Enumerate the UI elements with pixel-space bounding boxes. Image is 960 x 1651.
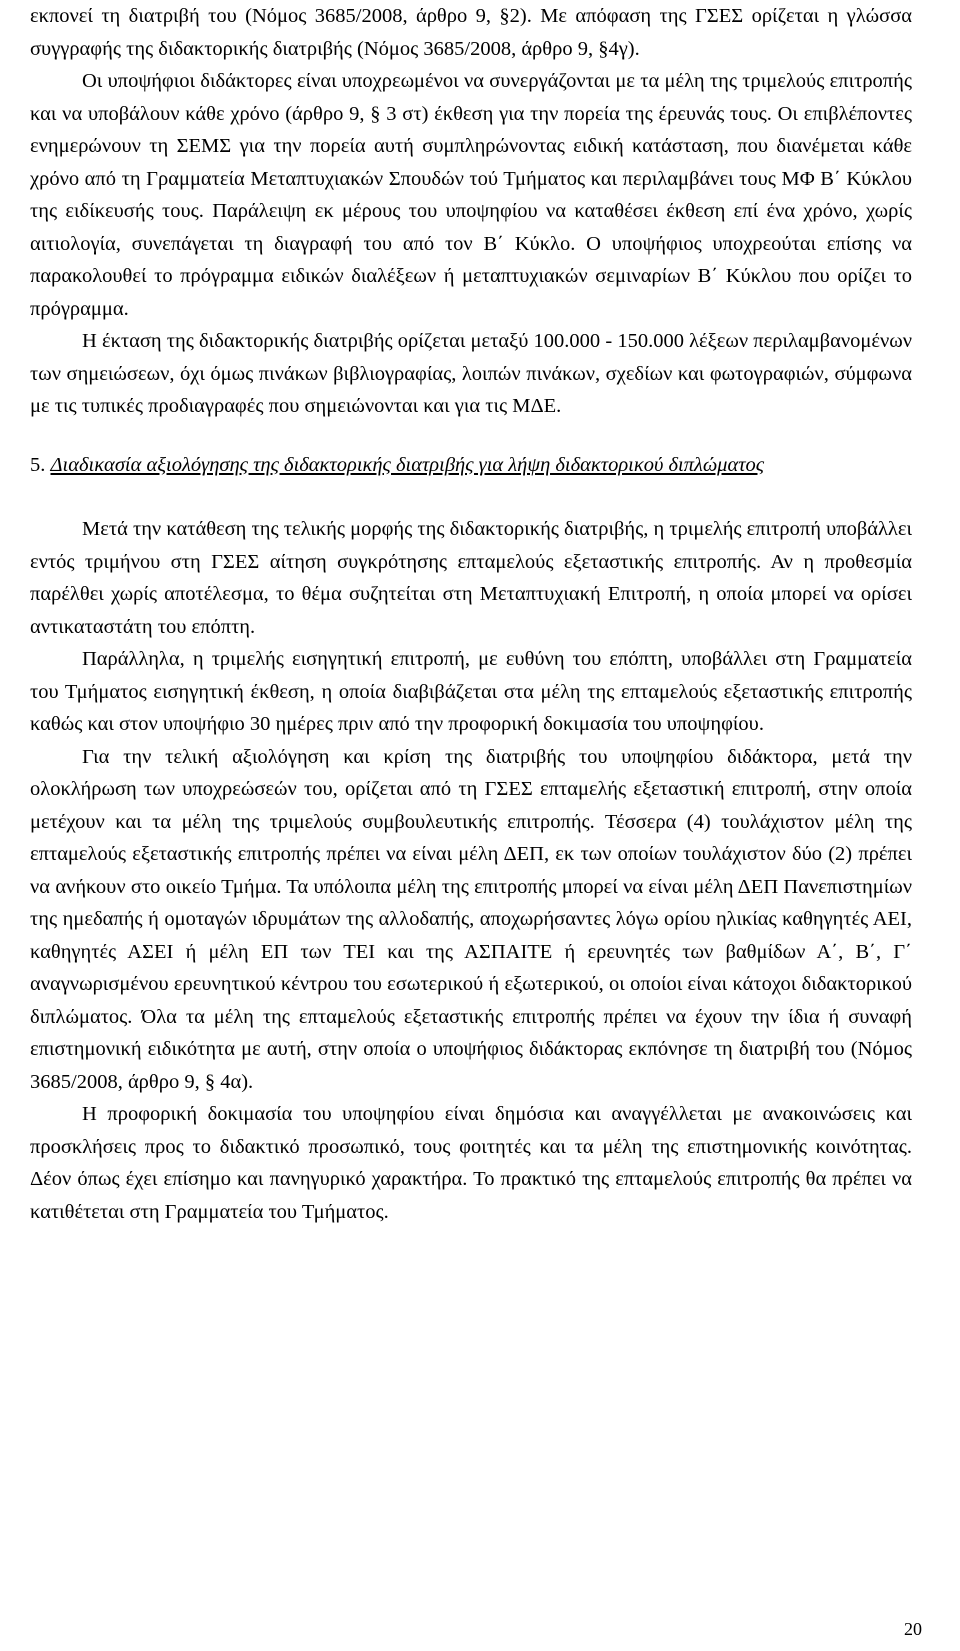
page-number: 20 <box>904 1619 922 1639</box>
paragraph-submission: Μετά την κατάθεση της τελικής μορφής της διδακτορικής διατριβής, η τριμελής επιτροπή υποβάλλει εντός τριμήνου στη ΓΣΕΣ αίτηση συγκρότησης επταμελούς εξεταστικής επιτροπής. Αν η προθεσμία παρέλθει χωρίς αποτέλεσμα, το θέμα συζητείται στη Μεταπτυχιακή Επιτροπή, η οποία μπορεί να ορίσει αντικαταστάτη του επόπτη. <box>30 518 912 638</box>
section-number: 5. <box>30 453 46 476</box>
paragraph-continuation: εκπονεί τη διατριβή του (Νόμος 3685/2008, άρθρο 9, §2). Με απόφαση της ΓΣΕΣ ορίζεται η γλώσσα συγγραφής της διδακτορικής διατριβής (Νόμος 3685/2008, άρθρο 9, §4γ). <box>30 5 912 60</box>
paragraph-oral-exam: Η προφορική δοκιμασία του υποψηφίου είναι δημόσια και αναγγέλλεται με ανακοινώσεις και προσκλήσεις προς το διδακτικό προσωπικό, τους φοιτητές και τα μέλη της επιστημονικής κοινότητας. Δέον όπως έχει επίσημο και πανηγυρικό χαρακτήρα. Το πρακτικό της επταμελούς επιτροπής θα πρέπει να κατιθέτεται στη Γραμματεία του Τμήματος. <box>30 1103 912 1223</box>
paragraph-report: Παράλληλα, η τριμελής εισηγητική επιτροπή, με ευθύνη του επόπτη, υποβάλλει στη Γραμματεία του Τμήματος εισηγητική έκθεση, η οποία διαβιβάζεται στα μέλη της επταμελούς εξεταστικής επιτροπής καθώς και στον υποψήφιο 30 ημέρες πριν από την προφορική δοκιμασία του υποψηφίου. <box>30 648 912 735</box>
section-title: Διαδικασία αξιολόγησης της διδακτορικής διατριβής για λήψη διδακτορικού διπλώματος <box>50 453 765 476</box>
paragraph-thesis-length: Η έκταση της διδακτορικής διατριβής ορίζεται μεταξύ 100.000 - 150.000 λέξεων περιλαμβανομένων των σημειώσεων, όχι όμως πινάκων βιβλιογραφίας, λοιπών πινάκων, σχεδίων και φωτογραφιών, σύμφωνα με τις τυπικές προδιαγραφές που σημειώνονται και για τις ΜΔΕ. <box>30 330 912 417</box>
paragraph-candidate-obligations: Οι υποψήφιοι διδάκτορες είναι υποχρεωμένοι να συνεργάζονται με τα μέλη της τριμελούς επιτροπής και να υποβάλουν κάθε χρόνο (άρθρο 9, § 3 στ) έκθεση για την πορεία της έρευνάς τους. Οι επιβλέποντες ενημερώνουν τη ΣΕΜΣ για την πορεία αυτή συμπληρώνοντας ειδική κατάσταση, που διανέμεται κάθε χρόνο από τη Γραμματεία Μεταπτυχιακών Σπουδών τού Τμήματος και περιλαμβάνει τους ΜΦ Β΄ Κύκλου της ειδίκευσής τους. Παράλειψη εκ μέρους του υποψηφίου να καταθέσει έκθεση επί ένα χρόνο, χωρίς αιτιολογία, συνεπάγεται τη διαγραφή του από τον Β΄ Κύκλο. Ο υποψήφιος υποχρεούται επίσης να παρακολουθεί το πρόγραμμα ειδικών διαλέξεων ή μεταπτυχιακών σεμιναρίων Β΄ Κύκλου που ορίζει το πρόγραμμα. <box>30 70 912 320</box>
document-page <box>30 0 912 1228</box>
paragraph-committee: Για την τελική αξιολόγηση και κρίση της διατριβής του υποψηφίου διδάκτορα, μετά την ολοκλήρωση των υποχρεώσεών του, ορίζεται από τη ΓΣΕΣ επταμελής εξεταστική επιτροπή, στην οποία μετέχουν και τα μέλη της τριμελούς συμβουλευτικής επιτροπής. Τέσσερα (4) τουλάχιστον μέλη της επταμελούς εξεταστικής επιτροπής πρέπει να είναι μέλη ΔΕΠ, εκ των οποίων τουλάχιστον δύο (2) πρέπει να ανήκουν στο οικείο Τμήμα. Τα υπόλοιπα μέλη της επιτροπής μπορεί να είναι μέλη ΔΕΠ Πανεπιστημίων της ημεδαπής ή ομοταγών ιδρυμάτων της αλλοδαπής, αποχωρήσαντες λόγω ορίου ηλικίας καθηγητές ΑΕΙ, καθηγητές ΑΣΕΙ ή μέλη ΕΠ των ΤΕΙ και της ΑΣΠΑΙΤΕ ή ερευνητές των βαθμίδων Α΄, Β΄, Γ΄ αναγνωρισμένου ερευνητικού κέντρου του εσωτερικού ή εξωτερικού, οι οποίοι είναι κάτοχοι διδακτορικού διπλώματος. Όλα τα μέλη της επταμελούς εξεταστικής επιτροπής πρέπει να έχουν την ίδια ή συναφή επιστημονική ειδικότητα με αυτή, στην οποία ο υποψήφιος διδάκτορας εκπόνησε τη διατριβή του (Νόμος 3685/2008, άρθρο 9, § 4α). <box>30 745 912 1093</box>
section-heading <box>30 449 912 482</box>
